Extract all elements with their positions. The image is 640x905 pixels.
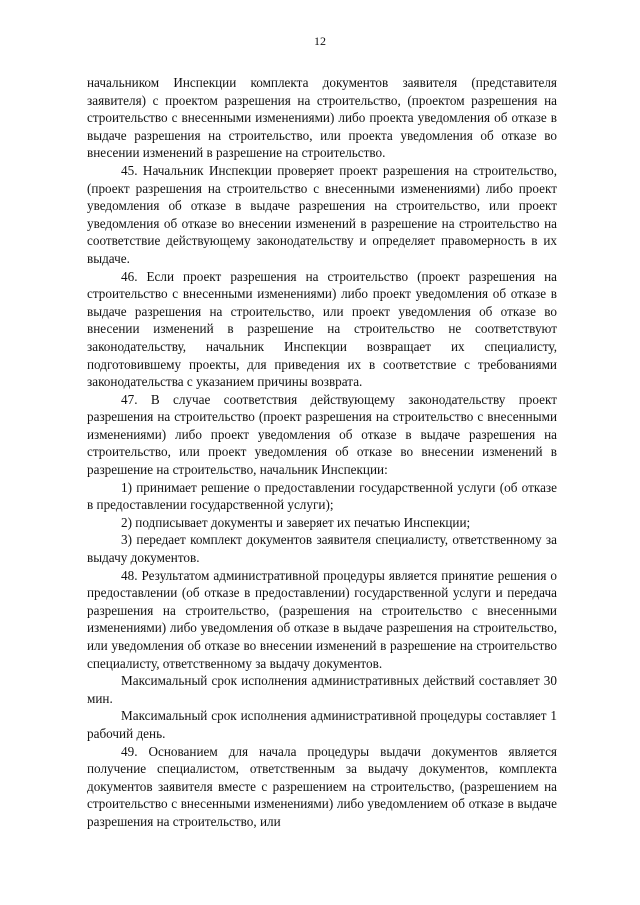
paragraph-max-time-actions: Максимальный срок исполнения административных действий составляет 30 мин. <box>87 673 557 706</box>
paragraph-continuation: начальником Инспекции комплекта документов заявителя (представителя заявителя) с проектом разрешения на строительство, (проектом разрешения на строительство с внесенными изменениями) либо проекта уведомления об отказе в выдаче разрешения на строительство, или проекта уведомления об отказе во внесении изменений в разрешение на строительство. <box>87 75 557 161</box>
list-item-1: 1) принимает решение о предоставлении государственной услуги (об отказе в предоставлении государственной услуги); <box>87 479 557 513</box>
paragraph-49: 49. Основанием для начала процедуры выдачи документов является получение специалистом, ответственным за выдачу документов, комплекта документов заявителя вместе с разрешением на строительство, (разрешением на строительство с внесенными изменениями) либо уведомлением об отказе в выдаче разрешения на строительство, или <box>87 743 557 829</box>
page-number: 12 <box>314 34 326 48</box>
paragraph-48: 48. Результатом административной процедуры является принятие решения о предоставлении (об отказе в предоставлении) государственной услуги и передача разрешения на строительство, (разрешения на строительство с внесенными изменениями) либо уведомления об отказе в выдаче разрешения на строительство, или уведомления об отказе во внесении изменений в разрешение на строительство специалисту, ответственному за выдачу документов. <box>87 567 557 671</box>
list-item-3: 3) передает комплект документов заявителя специалисту, ответственному за выдачу документов. <box>87 532 557 566</box>
list-item-2: 2) подписывает документы и заверяет их печатью Инспекции; <box>121 514 471 530</box>
document-body <box>87 74 557 831</box>
paragraph-45: 45. Начальник Инспекции проверяет проект разрешения на строительство, (проект разрешения на строительство с внесенными изменениями) либо проект уведомления об отказе в выдаче разрешения на строительство, или проект уведомления об отказе во внесении изменений в разрешение на строительство на соответствие действующему законодательству и определяет правомерность в их выдаче. <box>87 162 557 266</box>
paragraph-max-time-procedure: Максимальный срок исполнения административной процедуры составляет 1 рабочий день. <box>87 708 557 741</box>
paragraph-47: 47. В случае соответствия действующему законодательству проект разрешения на строительство (проект разрешения на строительство с внесенными изменениями) либо проект уведомления об отказе в выдаче разрешения на строительство, или проект уведомления об отказе во внесении изменений в разрешение на строительство, начальник Инспекции: <box>87 391 557 478</box>
paragraph-46: 46. Если проект разрешения на строительство (проект разрешения на строительство с внесенными изменениями) либо проект уведомления об отказе в выдаче разрешения на строительство, или проект уведомления об отказе во внесении изменений в разрешение на строительство не соответствуют законодательству, начальник Инспекции возвращает их специалисту, подготовившему проекты, для приведения их в соответствие с требованиями законодательства с указанием причины возврата. <box>87 268 557 390</box>
